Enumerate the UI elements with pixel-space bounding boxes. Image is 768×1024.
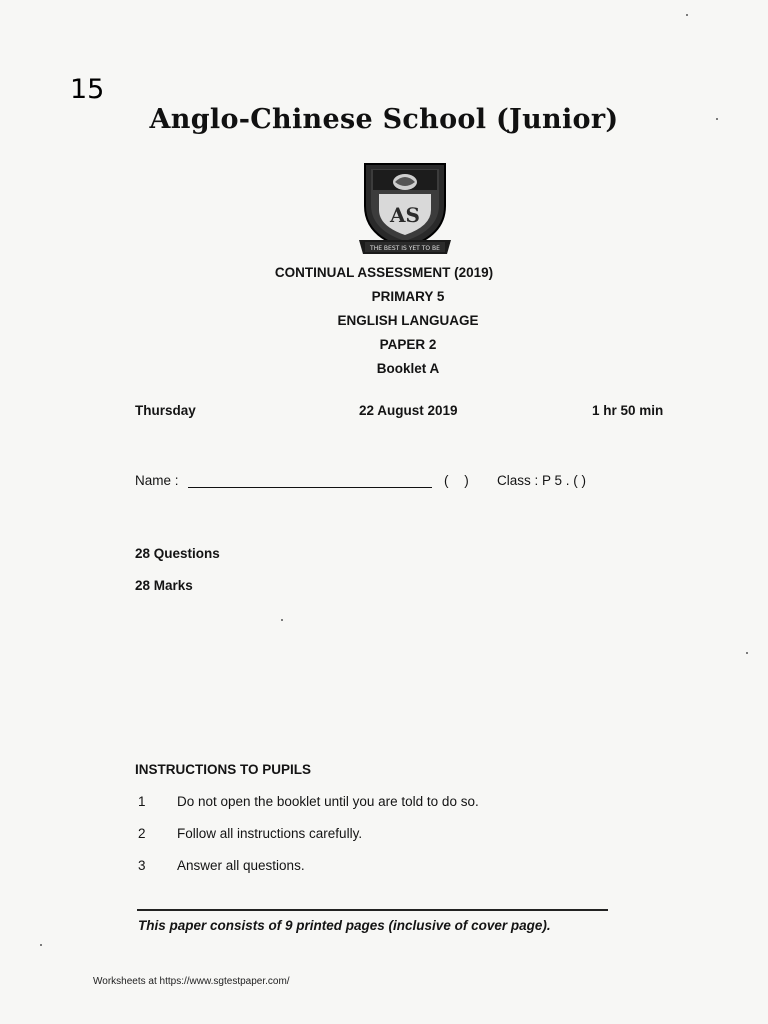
question-count: 28 Questions [135, 546, 220, 561]
level-title: PRIMARY 5 [371, 289, 445, 304]
scan-speck [40, 944, 42, 946]
instruction-number: 1 [138, 794, 146, 809]
instruction-text: Follow all instructions carefully. [177, 826, 363, 841]
paper-title: PAPER 2 [379, 337, 437, 352]
name-label: Name : [135, 473, 179, 488]
exam-title-block [0, 261, 768, 381]
subject-title: ENGLISH LANGUAGE [337, 313, 479, 328]
school-name-heading: Anglo-Chinese School (Junior) [149, 104, 619, 135]
exam-date: 22 August 2019 [359, 403, 458, 418]
instruction-text: Answer all questions. [177, 858, 305, 873]
mark-count: 28 Marks [135, 578, 193, 593]
svg-text:AS: AS [390, 203, 420, 227]
footer-source: Worksheets at https://www.sgtestpaper.com/ [93, 976, 290, 987]
divider-rule [137, 909, 608, 911]
scan-speck [686, 14, 688, 16]
instruction-number: 3 [138, 858, 146, 873]
svg-text:THE BEST IS YET TO BE: THE BEST IS YET TO BE [370, 245, 440, 252]
instruction-text: Do not open the booklet until you are told to do so. [177, 794, 479, 809]
scan-speck [716, 118, 718, 120]
instruction-number: 2 [138, 826, 146, 841]
instructions-heading: INSTRUCTIONS TO PUPILS [135, 762, 312, 777]
scan-speck [281, 619, 283, 621]
exam-duration: 1 hr 50 min [592, 403, 664, 418]
name-input-line [188, 487, 432, 488]
exam-day: Thursday [135, 403, 196, 418]
page-number: 15 [70, 74, 105, 105]
booklet-title: Booklet A [376, 361, 440, 376]
scan-speck [746, 652, 748, 654]
index-number-brackets: ( ) [444, 473, 469, 488]
school-crest-icon [359, 160, 451, 260]
assessment-title: CONTINUAL ASSESSMENT (2019) [274, 265, 494, 280]
page-count-note: This paper consists of 9 printed pages (inclusive of cover page). [138, 918, 551, 933]
class-field: Class : P 5 . ( ) [497, 473, 587, 488]
